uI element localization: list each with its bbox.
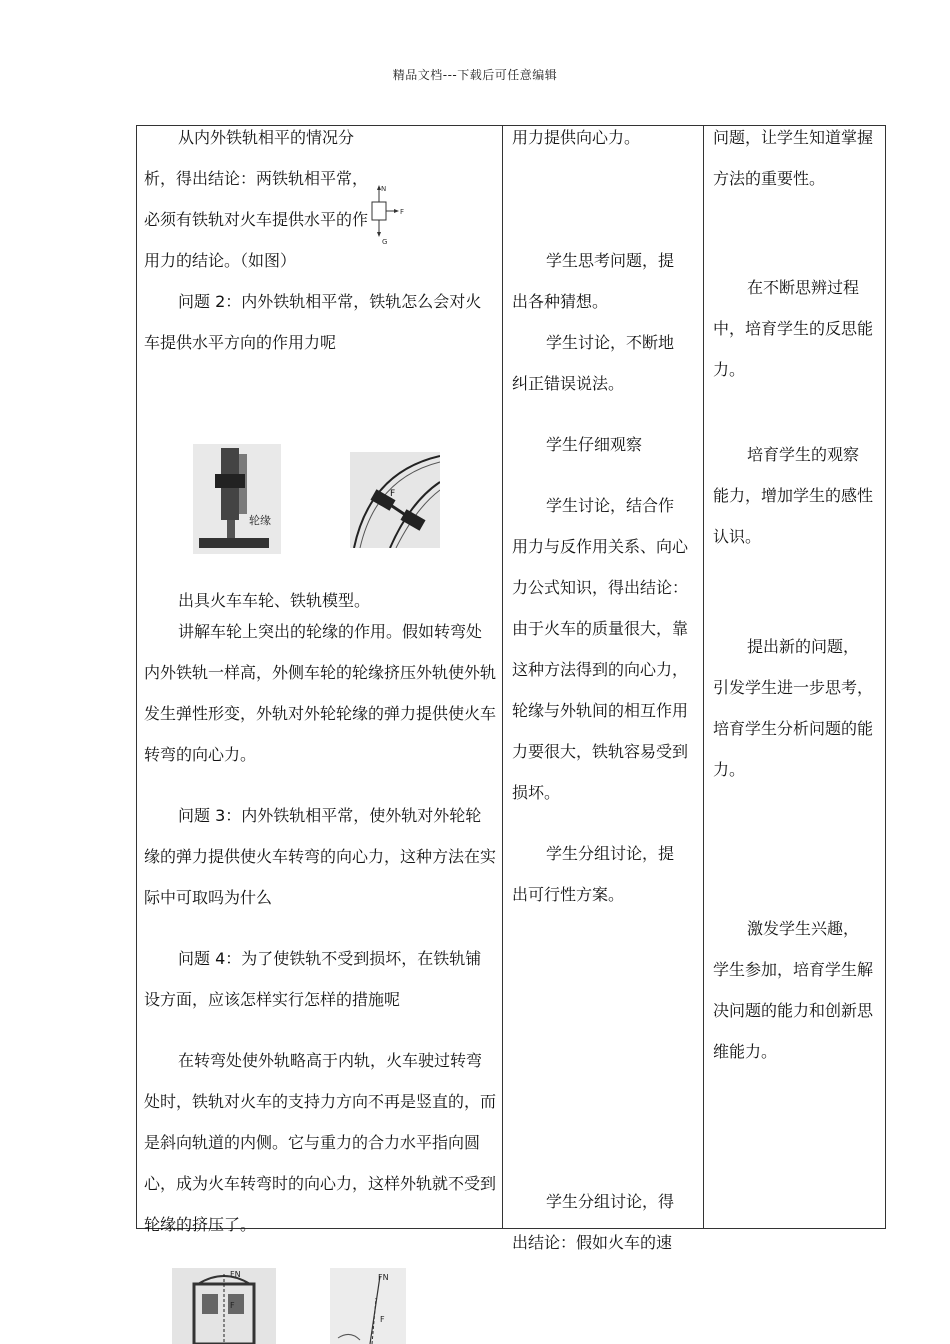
student-activity-column [512, 117, 688, 1263]
intent-1: 问题，让学生知道掌握方法的重要性。 [713, 128, 874, 188]
curved-rail-photo [350, 452, 440, 548]
column-divider-1 [502, 125, 503, 1229]
column-divider-2 [703, 125, 704, 1229]
intent-4: 提出新的问题，引发学生进一步思考，培育学生分析问题的能力。 [713, 637, 874, 779]
activity-3: 学生讨论，不断地纠正错误说法。 [512, 333, 675, 393]
banked-diagram-f-label: F [380, 1315, 385, 1324]
banked-photo-fn-label: FN [230, 1270, 241, 1279]
force-diagram [364, 182, 408, 246]
banked-force-diagram [330, 1268, 406, 1344]
wheel-flange-paragraph: 讲解车轮上突出的轮缘的作用。假如转弯处内外铁轨一样高，外侧车轮的轮缘挤压外轨使外轨发生弹性形变，外轨对外轮轮缘的弹力提供使火车转弯的向心力。 [144, 622, 497, 764]
force-label-f: F [400, 208, 405, 216]
intent-3: 培育学生的观察能力，增加学生的感性认识。 [713, 445, 874, 546]
teaching-process-column [144, 117, 496, 1245]
force-label-g: G [382, 238, 388, 246]
conclusion-paragraph: 从内外铁轨相平的情况分析，得出结论：两铁轨相平常，必须有铁轨对火车提供水平的作用力的结论。（如图） [144, 128, 369, 270]
question-4: 问题 4：为了使铁轨不受到损坏，在铁轨铺设方面，应该怎样实行怎样的措施呢 [144, 949, 482, 1009]
design-intent-column [713, 117, 873, 1072]
activity-5: 学生讨论，结合作用力与反作用关系、向心力公式知识，得出结论：由于火车的质量很大，靠这种方法得到的向心力，轮缘与外轨间的相互作用力要很大，铁轨容易受到损坏。 [512, 496, 689, 802]
banking-explanation: 在转弯处使外轨略高于内轨，火车驶过转弯处时，铁轨对火车的支持力方向不再是竖直的，而是斜向轨道的内侧。它与重力的合力水平指向圆心，成为火车转弯时的向心力，这样外轨就不受到轮缘的挤压了。 [144, 1051, 497, 1234]
activity-7: 学生分组讨论，得出结论：假如火车的速 [512, 1192, 675, 1252]
banked-train-photo [172, 1268, 276, 1344]
model-paragraph: 出具火车车轮、铁轨模型。 [178, 591, 371, 610]
intent-5: 激发学生兴趣，学生参加，培育学生解决问题的能力和创新思维能力。 [713, 919, 874, 1061]
activity-1: 用力提供向心力。 [512, 128, 641, 147]
force-label-n: N [381, 185, 387, 193]
question-2: 问题 2：内外铁轨相平常，铁轨怎么会对火车提供水平方向的作用力呢 [144, 292, 482, 352]
activity-4: 学生仔细观察 [546, 435, 643, 454]
question-3: 问题 3：内外铁轨相平常，使外轨对外轮轮缘的弹力提供使火车转弯的向心力，这种方法在实际中可取吗为什么 [144, 806, 497, 907]
activity-2: 学生思考问题，提出各种猜想。 [512, 251, 675, 311]
banked-diagram-fn-label: FN [378, 1273, 389, 1282]
wheel-flange-photo [193, 444, 281, 554]
banked-photo-f-label: F [230, 1301, 235, 1310]
rail-force-label: F [390, 489, 396, 499]
intent-2: 在不断思辨过程中，培育学生的反思能力。 [713, 278, 874, 379]
activity-6: 学生分组讨论，提出可行性方案。 [512, 844, 675, 904]
wheel-flange-label: 轮缘 [249, 514, 271, 527]
page-header: 精品文档---下载后可任意编辑 [392, 68, 558, 82]
